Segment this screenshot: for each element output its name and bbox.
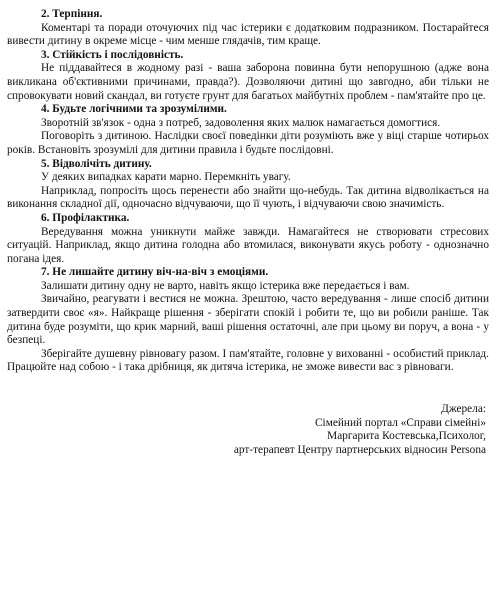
paragraph: Коментарі та поради оточуючих під час істерики є додатковим подразником. Постарайтеся вивести дитину в окреме місце - чим менше глядачів, тим краще. [7,21,489,48]
paragraph: Поговоріть з дитиною. Наслідки своєї поведінки діти розуміють вже у віці старше чотирьох років. Встановіть зрозумілі для дитини правила і будьте послідовні. [7,130,489,156]
paragraph: Зворотній зв'язок - одна з потреб, задоволення яких малюк намагається домогтися. [41,116,441,129]
paragraph: Звичайно, реагувати і вестися не можна. Зрештою, часто вередування - лише спосіб дитини затвердити своє «я». Найкраще рішення - зберігати спокій і робити те, що ви робили раніше. Так дитина буде розуміти, що крик марний, ваші рішення остаточні, але при цьому ви поруч, а вона - у безпеці. [7,293,489,347]
section [7,49,489,103]
paragraph: У деяких випадках карати марно. Перемкніть увагу. [41,171,291,184]
paragraph: Наприклад, попросіть щось перенести або знайти що-небудь. Так дитина відволікається на виконання складної дії, одночасно відчуваючи, що її чують, і відчуваючи свою значимість. [7,184,489,211]
paragraph: Не піддавайтеся в жодному разі - ваша заборона повинна бути непорушною (адже вона викликана об'єктивними причинами, правда?). Дозволяючи дитині що завгодно, аби тільки не спровокувати новий скандал, ви готуєте грунт для багатьох майбутніх проблем - пам'ятайте про це. [7,62,489,102]
section [7,266,489,375]
section [7,8,489,49]
section-heading: 4. Будьте логічними та зрозумілими. [41,103,227,116]
section [7,103,489,157]
source-line: арт-терапевт Центру партнерських відносин Persona [233,443,486,456]
paragraph: Залишати дитину одну не варто, навіть якщо істерика вже передається і вам. [41,279,410,292]
sources-label: Джерела: [441,403,486,416]
paragraph: Вередування можна уникнути майже завжди. Намагайтеся не створювати стресових ситуацій. Наприклад, якщо дитина голодна або втомилася, виконувати якусь роботу - однозначно погана ідея. [7,225,489,265]
section-heading: 6. Профілактика. [41,211,130,224]
sources-block [7,403,489,457]
section [7,158,489,212]
source-line: Сімейний портал «Справи сімейні» [315,416,486,429]
source-line: Маргарита Костевська,Психолог, [327,430,486,443]
section [7,212,489,266]
section-heading: 5. Відволічіть дитину. [41,157,152,170]
section-heading: 7. Не лишайте дитину віч-на-віч з емоціями. [41,266,269,279]
paragraph: Зберігайте душевну рівновагу разом. І пам'ятайте, головне у вихованні - особистий приклад. Працюйте над собою - і така дрібниця, як дитяча істерика, не зможе вивести вас з рівноваги. [7,347,489,374]
section-heading: 3. Стійкість і послідовність. [41,48,184,61]
section-heading: 2. Терпіння. [41,8,103,20]
